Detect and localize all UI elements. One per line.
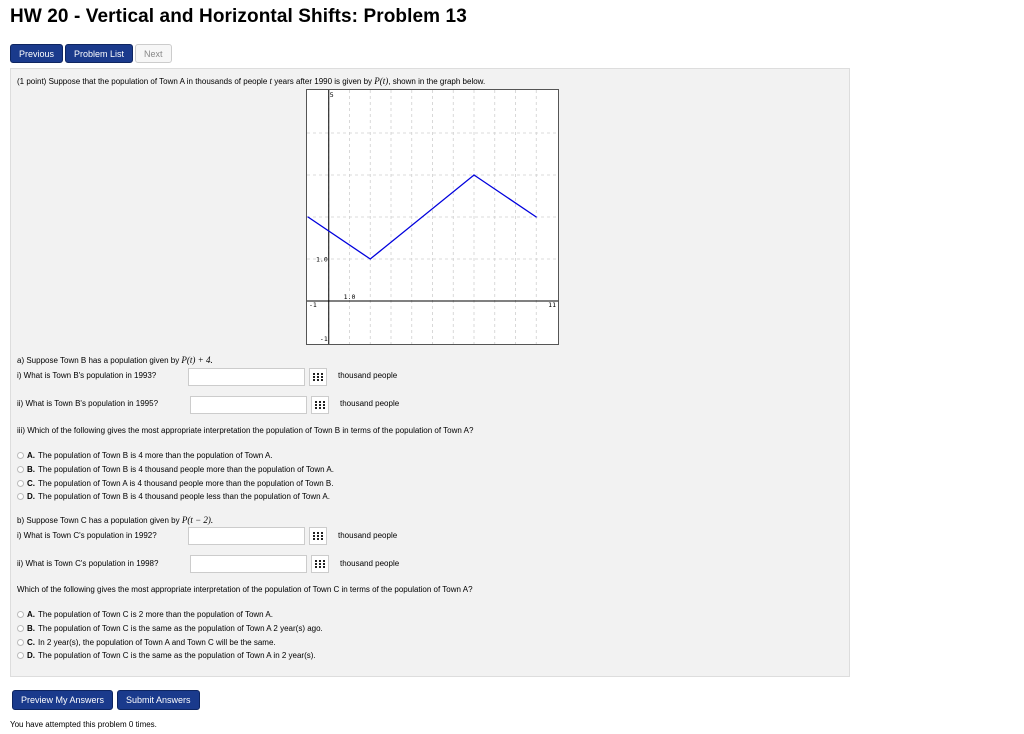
data-point — [370, 258, 371, 259]
radio-button[interactable] — [17, 480, 24, 487]
town-b-1993-input[interactable] — [188, 368, 305, 386]
part-a-option-a[interactable]: A. The population of Town B is 4 more than the population of Town A. — [17, 451, 273, 460]
attempts-text: You have attempted this problem 0 times. — [10, 720, 157, 729]
part-b-formula: P(t − 2). — [181, 515, 214, 525]
unit-label: thousand people — [338, 531, 398, 540]
unit-label: thousand people — [340, 559, 400, 568]
unit-label: thousand people — [338, 371, 398, 380]
part-a-q1: i) What is Town B's population in 1993? — [17, 371, 157, 380]
part-a-formula: P(t) + 4. — [181, 355, 213, 365]
problem-intro: (1 point) Suppose that the population of Town A in thousands of people t years after 1990 is given by P(t), shown in the graph below. — [17, 76, 486, 86]
tick-label-x-1: 1.0 — [343, 293, 356, 301]
data-point — [307, 216, 308, 217]
population-graph — [306, 89, 559, 345]
tick-label-top: 5 — [329, 91, 334, 99]
radio-button[interactable] — [17, 639, 24, 646]
equation-editor-icon[interactable] — [311, 555, 329, 573]
func-p: P(t) — [374, 76, 389, 86]
town-b-1995-input[interactable] — [190, 396, 307, 414]
submit-bar — [12, 690, 200, 710]
unit-label: thousand people — [340, 399, 400, 408]
part-b-option-b[interactable]: B. The population of Town C is the same as the population of Town A 2 year(s) ago. — [17, 624, 323, 633]
next-button[interactable]: Next — [135, 44, 172, 63]
problem-nav — [10, 44, 172, 63]
problem-list-button[interactable]: Problem List — [65, 44, 133, 63]
var-t: t — [269, 76, 272, 86]
part-a-q3: iii) Which of the following gives the most appropriate interpretation the population of Town B in terms of the population of Town A? — [17, 426, 474, 435]
equation-editor-icon[interactable] — [309, 368, 327, 386]
radio-button[interactable] — [17, 625, 24, 632]
graph-svg — [307, 90, 558, 344]
part-b-q2: ii) What is Town C's population in 1998? — [17, 559, 159, 568]
tick-label-y-1: 1.0 — [316, 255, 328, 264]
part-b-q1: i) What is Town C's population in 1992? — [17, 531, 157, 540]
town-c-1998-input[interactable] — [190, 555, 307, 573]
tick-label-bottom: -1 — [319, 335, 328, 343]
part-b-q3: Which of the following gives the most appropriate interpretation of the population of Town C in terms of the population of Town A? — [17, 585, 473, 594]
problem-body — [10, 68, 850, 677]
part-b-intro: b) Suppose Town C has a population given by P(t − 2). — [17, 515, 214, 525]
part-b-option-d[interactable]: D. The population of Town C is the same as the population of Town A in 2 year(s). — [17, 651, 316, 660]
part-a-intro: a) Suppose Town B has a population given by P(t) + 4. — [17, 355, 213, 365]
part-a-option-c[interactable]: C. The population of Town A is 4 thousand people more than the population of Town B. — [17, 479, 333, 488]
data-series — [307, 174, 536, 259]
radio-button[interactable] — [17, 493, 24, 500]
radio-button[interactable] — [17, 652, 24, 659]
previous-button[interactable]: Previous — [10, 44, 63, 63]
part-a-option-d[interactable]: D. The population of Town B is 4 thousand people less than the population of Town A. — [17, 492, 330, 501]
part-b-option-a[interactable]: A. The population of Town C is 2 more than the population of Town A. — [17, 610, 273, 619]
equation-editor-icon[interactable] — [311, 396, 329, 414]
part-a-option-b[interactable]: B. The population of Town B is 4 thousand people more than the population of Town A. — [17, 465, 334, 474]
submit-answers-button[interactable]: Submit Answers — [117, 690, 200, 710]
tick-label-right: 11 — [548, 301, 556, 309]
radio-button[interactable] — [17, 611, 24, 618]
grid-lines — [307, 90, 558, 344]
data-point — [473, 174, 474, 175]
page-title: HW 20 - Vertical and Horizontal Shifts: Problem 13 — [10, 6, 467, 27]
part-a-q2: ii) What is Town B's population in 1995? — [17, 399, 159, 408]
equation-editor-icon[interactable] — [309, 527, 327, 545]
town-c-1992-input[interactable] — [188, 527, 305, 545]
radio-button[interactable] — [17, 466, 24, 473]
tick-label-left: -1 — [309, 301, 317, 309]
part-b-option-c[interactable]: C. In 2 year(s), the population of Town A and Town C will be the same. — [17, 638, 276, 647]
preview-answers-button[interactable]: Preview My Answers — [12, 690, 113, 710]
data-point — [536, 216, 537, 217]
radio-button[interactable] — [17, 452, 24, 459]
population-line — [308, 175, 536, 259]
